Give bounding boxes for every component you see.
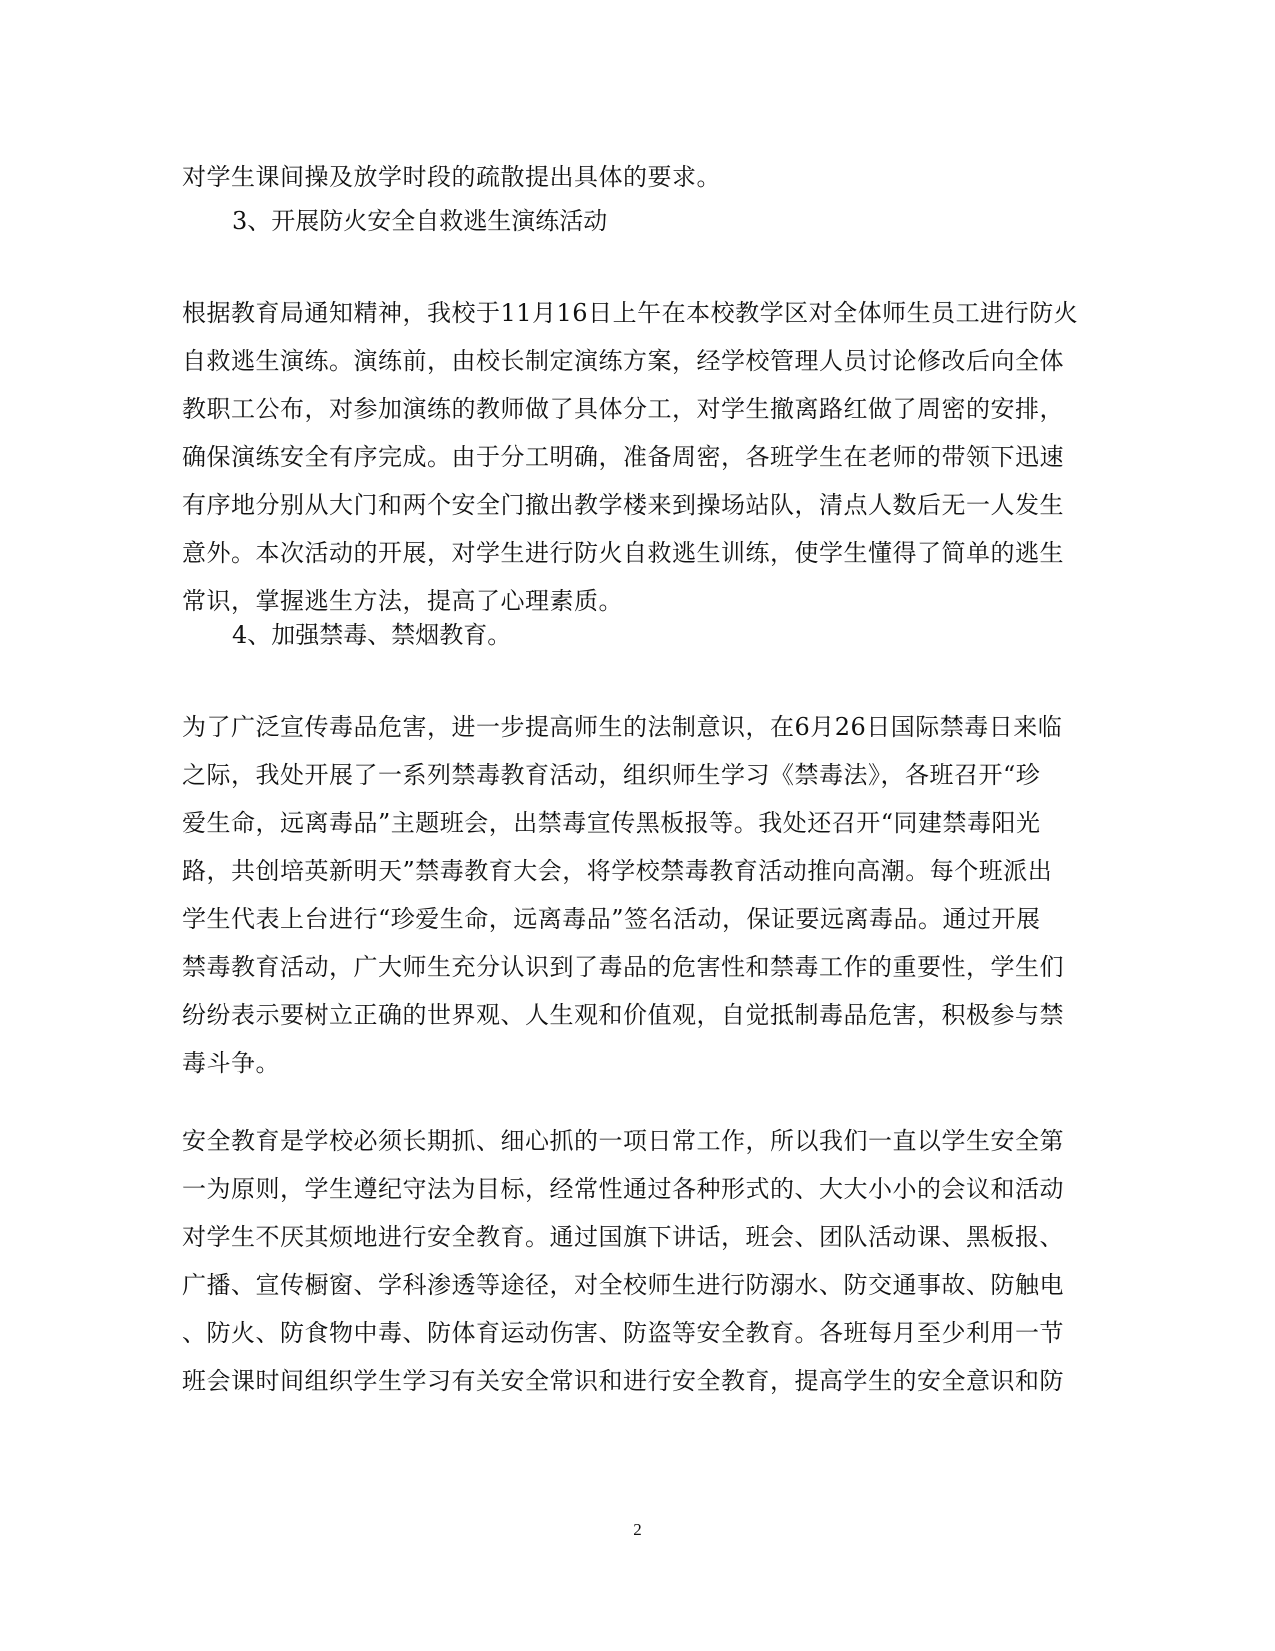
text-line: 对学生不厌其烦地进行安全教育。通过国旗下讲话，班会、团队活动课、黑板报、 xyxy=(182,1223,1064,1251)
text-line: 之际，我处开展了一系列禁毒教育活动，组织师生学习《禁毒法》，各班召开“珍 xyxy=(182,761,1041,789)
text-line: 班会课时间组织学生学习有关安全常识和进行安全教育，提高学生的安全意识和防 xyxy=(182,1367,1064,1395)
text-line: 安全教育是学校必须长期抓、细心抓的一项日常工作，所以我们一直以学生安全第 xyxy=(182,1127,1064,1155)
text-line: 常识，掌握逃生方法，提高了心理素质。 xyxy=(182,587,623,615)
page-number: 2 xyxy=(633,1520,642,1539)
paragraph-anti-drug xyxy=(182,703,1092,1087)
text-line: 禁毒教育活动，广大师生充分认识到了毒品的危害性和禁毒工作的重要性，学生们 xyxy=(182,953,1064,981)
text-line: 自救逃生演练。演练前，由校长制定演练方案，经学校管理人员讨论修改后向全体 xyxy=(182,347,1064,375)
text-line: 确保演练安全有序完成。由于分工明确，准备周密，各班学生在老师的带领下迅速 xyxy=(182,443,1064,471)
text-line: 对学生课间操及放学时段的疏散提出具体的要求。 xyxy=(182,163,721,191)
text-line: 意外。本次活动的开展，对学生进行防火自救逃生训练，使学生懂得了简单的逃生 xyxy=(182,539,1064,567)
text-line: 为了广泛宣传毒品危害，进一步提高师生的法制意识，在6月26日国际禁毒日来临 xyxy=(182,713,1063,741)
text-line: 教职工公布，对参加演练的教师做了具体分工，对学生撤离路红做了周密的安排， xyxy=(182,395,1064,423)
paragraph-continuation xyxy=(182,153,1092,201)
text-line: 爱生命，远离毒品”主题班会，出禁毒宣传黑板报等。我处还召开“同建禁毒阳光 xyxy=(182,809,1041,837)
text-line: 根据教育局通知精神，我校于11月16日上午在本校教学区对全体师生员工进行防火 xyxy=(182,299,1079,327)
paragraph-fire-drill xyxy=(182,289,1092,625)
text-line: 有序地分别从大门和两个安全门撤出教学楼来到操场站队，清点人数后无一人发生 xyxy=(182,491,1064,519)
text-line: 广播、宣传橱窗、学科渗透等途径，对全校师生进行防溺水、防交通事故、防触电 xyxy=(182,1271,1064,1299)
text-line: 一为原则，学生遵纪守法为目标，经常性通过各种形式的、大大小小的会议和活动 xyxy=(182,1175,1064,1203)
section-heading-4: 4、加强禁毒、禁烟教育。 xyxy=(232,621,512,649)
paragraph-safety-education xyxy=(182,1117,1092,1405)
text-line: 学生代表上台进行“珍爱生命，远离毒品”签名活动，保证要远离毒品。通过开展 xyxy=(182,905,1041,933)
text-line: 、防火、防食物中毒、防体育运动伤害、防盗等安全教育。各班每月至少利用一节 xyxy=(182,1319,1064,1347)
text-line: 纷纷表示要树立正确的世界观、人生观和价值观，自觉抵制毒品危害，积极参与禁 xyxy=(182,1001,1064,1029)
text-line: 路，共创培英新明天”禁毒教育大会，将学校禁毒教育活动推向高潮。每个班派出 xyxy=(182,857,1053,885)
section-heading-3: 3、开展防火安全自救逃生演练活动 xyxy=(232,207,608,235)
text-line: 毒斗争。 xyxy=(182,1049,280,1077)
